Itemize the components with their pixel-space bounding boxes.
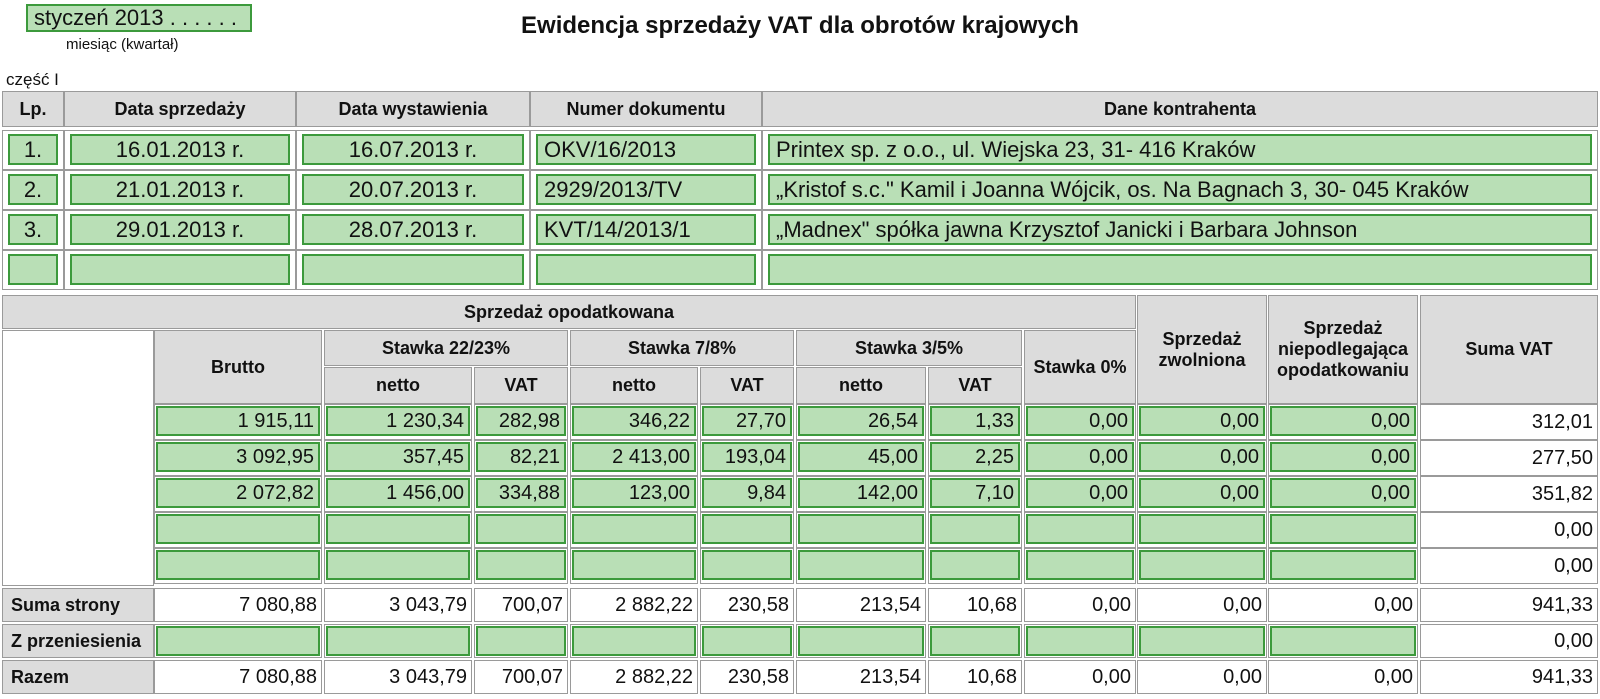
not-taxed-field[interactable]	[1270, 550, 1416, 580]
header-counterparty: Dane kontrahenta	[762, 91, 1598, 127]
exempt-carry-field[interactable]	[1139, 626, 1265, 656]
sale-date-field[interactable]	[70, 254, 290, 285]
issue-date-field[interactable]	[302, 254, 524, 285]
brutto-field[interactable]: 3 092,95	[156, 442, 320, 472]
header-sum-vat: Suma VAT	[1420, 295, 1598, 404]
summary-value: 2 882,22	[570, 588, 698, 622]
summary-value: 10,68	[928, 588, 1022, 622]
rate-0-field[interactable]	[1026, 514, 1134, 544]
doc-number-field[interactable]	[536, 254, 756, 285]
summary-value: 3 043,79	[324, 660, 472, 694]
sale-date-field[interactable]: 21.01.2013 r.	[70, 174, 290, 205]
netto-7-field[interactable]: 346,22	[572, 406, 696, 436]
vat-7-field[interactable]: 9,84	[702, 478, 792, 508]
sum-vat-value: 312,01	[1420, 404, 1598, 440]
vat-7-carry-field[interactable]	[702, 626, 792, 656]
netto-7-field[interactable]: 2 413,00	[572, 442, 696, 472]
summary-value: 0,00	[1268, 588, 1418, 622]
exempt-field[interactable]: 0,00	[1139, 406, 1265, 436]
doc-number-field[interactable]: OKV/16/2013	[536, 134, 756, 165]
page-title: Ewidencja sprzedaży VAT dla obrotów krajowych	[521, 12, 1079, 39]
exempt-field[interactable]	[1139, 550, 1265, 580]
summary-value: 700,07	[474, 588, 568, 622]
sum-vat-value: 0,00	[1420, 512, 1598, 548]
vat-7-field[interactable]	[702, 550, 792, 580]
issue-date-field[interactable]: 28.07.2013 r.	[302, 214, 524, 245]
rate-0-field[interactable]: 0,00	[1026, 442, 1134, 472]
row-total-label: Razem	[2, 660, 154, 694]
rate-0-field[interactable]: 0,00	[1026, 406, 1134, 436]
lp-field[interactable]: 3.	[8, 214, 58, 245]
not-taxed-field[interactable]	[1270, 514, 1416, 544]
row-page-sum-label: Suma strony	[2, 588, 154, 622]
header-not-taxed: Sprzedaż niepodlegająca opodatkowaniu	[1268, 295, 1418, 404]
netto-22-field[interactable]	[326, 514, 470, 544]
issue-date-field[interactable]: 20.07.2013 r.	[302, 174, 524, 205]
vat-22-field[interactable]: 282,98	[476, 406, 566, 436]
header-sale-date: Data sprzedaży	[64, 91, 296, 127]
header-vat-22: VAT	[474, 367, 568, 404]
header-taxed-sales: Sprzedaż opodatkowana	[2, 295, 1136, 329]
doc-number-field[interactable]: 2929/2013/TV	[536, 174, 756, 205]
not-taxed-field[interactable]: 0,00	[1270, 478, 1416, 508]
counterparty-field[interactable]: Printex sp. z o.o., ul. Wiejska 23, 31- 416 Kraków	[768, 134, 1592, 165]
lp-field[interactable]: 2.	[8, 174, 58, 205]
summary-value: 230,58	[700, 588, 794, 622]
netto-3-carry-field[interactable]	[798, 626, 924, 656]
header-netto-7: netto	[570, 367, 698, 404]
exempt-field[interactable]: 0,00	[1139, 478, 1265, 508]
brutto-carry-field[interactable]	[156, 626, 320, 656]
vat-3-field[interactable]: 2,25	[930, 442, 1020, 472]
netto-3-field[interactable]: 142,00	[798, 478, 924, 508]
brutto-field[interactable]: 2 072,82	[156, 478, 320, 508]
vat-3-carry-field[interactable]	[930, 626, 1020, 656]
header-rate-7: Stawka 7/8%	[570, 330, 794, 366]
row-carried-over-label: Z przeniesienia	[2, 624, 154, 658]
rate-0-carry-field[interactable]	[1026, 626, 1134, 656]
netto-3-field[interactable]: 45,00	[798, 442, 924, 472]
vat-22-field[interactable]	[476, 550, 566, 580]
netto-7-field[interactable]	[572, 514, 696, 544]
sale-date-field[interactable]: 29.01.2013 r.	[70, 214, 290, 245]
counterparty-field[interactable]	[768, 254, 1592, 285]
month-field[interactable]: styczeń 2013 . . . . . .	[26, 4, 252, 32]
vat-22-carry-field[interactable]	[476, 626, 566, 656]
header-brutto: Brutto	[154, 330, 322, 404]
netto-3-field[interactable]	[798, 550, 924, 580]
vat-7-field[interactable]: 27,70	[702, 406, 792, 436]
month-caption: miesiąc (kwartał)	[66, 36, 179, 53]
vat-3-field[interactable]	[930, 514, 1020, 544]
netto-22-field[interactable]: 1 230,34	[326, 406, 470, 436]
header-exempt: Sprzedaż zwolniona	[1137, 295, 1267, 404]
header-issue-date: Data wystawienia	[296, 91, 530, 127]
part-label: część I	[6, 70, 59, 89]
vat-22-field[interactable]: 334,88	[476, 478, 566, 508]
sum-vat-value: 351,82	[1420, 476, 1598, 512]
summary-value: 10,68	[928, 660, 1022, 694]
summary-sum-vat: 941,33	[1420, 660, 1598, 694]
netto-7-field[interactable]: 123,00	[572, 478, 696, 508]
summary-value: 213,54	[796, 588, 926, 622]
rate-0-field[interactable]: 0,00	[1026, 478, 1134, 508]
header-lp: Lp.	[2, 91, 64, 127]
summary-value: 0,00	[1137, 660, 1267, 694]
lp-field[interactable]	[8, 254, 58, 285]
netto-22-field[interactable]: 1 456,00	[326, 478, 470, 508]
summary-value: 7 080,88	[154, 588, 322, 622]
blank-header-cell	[2, 330, 154, 586]
sum-vat-value: 0,00	[1420, 548, 1598, 584]
summary-value: 3 043,79	[324, 588, 472, 622]
sale-date-field[interactable]: 16.01.2013 r.	[70, 134, 290, 165]
summary-value: 0,00	[1137, 588, 1267, 622]
netto-7-carry-field[interactable]	[572, 626, 696, 656]
not-taxed-carry-field[interactable]	[1270, 626, 1416, 656]
summary-value: 0,00	[1024, 660, 1136, 694]
netto-22-field[interactable]	[326, 550, 470, 580]
summary-value: 230,58	[700, 660, 794, 694]
summary-value: 700,07	[474, 660, 568, 694]
vat-7-field[interactable]: 193,04	[702, 442, 792, 472]
brutto-field[interactable]	[156, 514, 320, 544]
header-vat-7: VAT	[700, 367, 794, 404]
header-doc-number: Numer dokumentu	[530, 91, 762, 127]
sum-vat-value: 277,50	[1420, 440, 1598, 476]
summary-sum-vat: 0,00	[1420, 624, 1598, 658]
summary-value: 7 080,88	[154, 660, 322, 694]
header-vat-3: VAT	[928, 367, 1022, 404]
issue-date-field[interactable]: 16.07.2013 r.	[302, 134, 524, 165]
not-taxed-field[interactable]: 0,00	[1270, 442, 1416, 472]
header-rate-3: Stawka 3/5%	[796, 330, 1022, 366]
netto-7-field[interactable]	[572, 550, 696, 580]
summary-value: 0,00	[1024, 588, 1136, 622]
vat-22-field[interactable]	[476, 514, 566, 544]
summary-value: 0,00	[1268, 660, 1418, 694]
vat-3-field[interactable]: 1,33	[930, 406, 1020, 436]
vat-3-field[interactable]: 7,10	[930, 478, 1020, 508]
vat-3-field[interactable]	[930, 550, 1020, 580]
vat-7-field[interactable]	[702, 514, 792, 544]
header-netto-22: netto	[324, 367, 472, 404]
header-rate-0: Stawka 0%	[1024, 330, 1136, 404]
exempt-field[interactable]	[1139, 514, 1265, 544]
netto-22-field[interactable]: 357,45	[326, 442, 470, 472]
vat-22-field[interactable]: 82,21	[476, 442, 566, 472]
not-taxed-field[interactable]: 0,00	[1270, 406, 1416, 436]
doc-number-field[interactable]: KVT/14/2013/1	[536, 214, 756, 245]
summary-value: 2 882,22	[570, 660, 698, 694]
rate-0-field[interactable]	[1026, 550, 1134, 580]
netto-22-carry-field[interactable]	[326, 626, 470, 656]
exempt-field[interactable]: 0,00	[1139, 442, 1265, 472]
counterparty-field[interactable]: „Kristof s.c." Kamil i Joanna Wójcik, os. Na Bagnach 3, 30- 045 Kraków	[768, 174, 1592, 205]
brutto-field[interactable]	[156, 550, 320, 580]
netto-3-field[interactable]	[798, 514, 924, 544]
header-netto-3: netto	[796, 367, 926, 404]
brutto-field[interactable]: 1 915,11	[156, 406, 320, 436]
netto-3-field[interactable]: 26,54	[798, 406, 924, 436]
lp-field[interactable]: 1.	[8, 134, 58, 165]
summary-value: 213,54	[796, 660, 926, 694]
counterparty-field[interactable]: „Madnex" spółka jawna Krzysztof Janicki i Barbara Johnson	[768, 214, 1592, 245]
summary-sum-vat: 941,33	[1420, 588, 1598, 622]
header-rate-22: Stawka 22/23%	[324, 330, 568, 366]
